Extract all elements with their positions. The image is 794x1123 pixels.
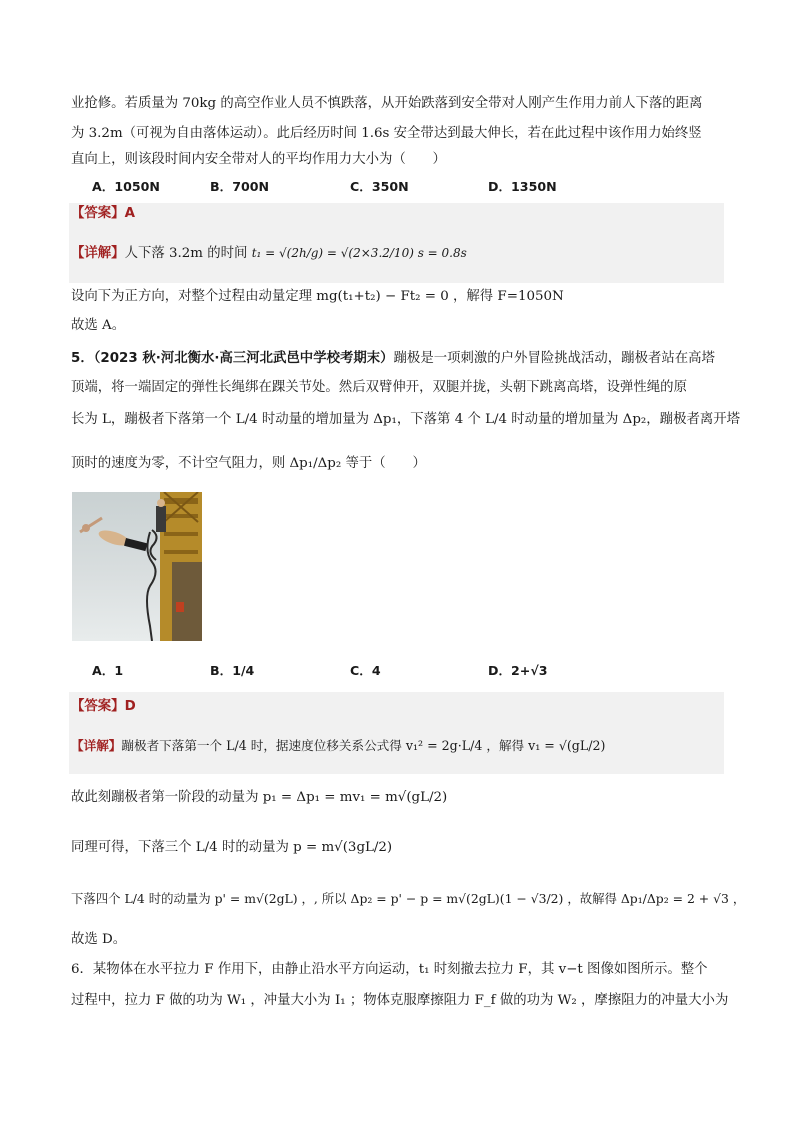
- q5-answer: [71, 697, 136, 717]
- q5-line-1: [71, 349, 715, 369]
- q6-line-2: 过程中，拉力 F 做的功为 W₁ ，冲量大小为 I₁ ；物体克服摩擦阻力 F_f 做的功为 W₂ ，摩擦阻力的冲量大小为: [71, 993, 729, 1008]
- detail-text: 蹦极者下落第一个 L/4 时，据速度位移关系公式得 v₁² = 2g·L/4 ，解得 v₁ = √(gL/2): [121, 738, 606, 753]
- q6-line-1: 6．某物体在水平拉力 F 作用下，由静止沿水平方向运动，t₁ 时刻撤去拉力 F，其 v−t 图像如图所示。整个: [71, 962, 708, 977]
- detail-label: 【详解】: [71, 246, 125, 261]
- q5-detail-2: 故此刻蹦极者第一阶段的动量为 p₁ = Δp₁ = mv₁ = m√(gL/2): [71, 790, 448, 805]
- q4-line-3: 直向上，则该段时间内安全带对人的平均作用力大小为（ ）: [71, 152, 446, 167]
- q4-option-a: A．1050N: [92, 179, 160, 194]
- q5-option-c: C．4: [350, 663, 381, 678]
- detail-label: 【详解】: [71, 738, 122, 753]
- q4-conclusion: 故选 A。: [71, 318, 126, 333]
- q5-number: 5．: [71, 351, 94, 366]
- answer-value: D: [124, 699, 136, 714]
- q5-line-2: 顶端，将一端固定的弹性长绳绑在踝关节处。然后双臂伸开，双腿并拢，头朝下跳离高塔，设弹性绳的原: [71, 380, 687, 395]
- q5-line1-text: 蹦极是一项刺激的户外冒险挑战活动，蹦极者站在高塔: [393, 351, 715, 366]
- q5-source: （2023 秋·河北衡水·高三河北武邑中学校考期末）: [93, 351, 394, 366]
- answer-label: 【答案】: [71, 206, 125, 221]
- q5-option-a: A．1: [92, 663, 124, 678]
- detail-formula: t₁ = √(2h/g) = √(2×3.2/10) s = 0.8s: [251, 246, 467, 260]
- detail-text: 人下落 3.2m 的时间: [124, 246, 248, 261]
- q5-detail-1: [71, 736, 605, 756]
- q4-option-c: C．350N: [350, 179, 409, 194]
- q4-line-2: 为 3.2m（可视为自由落体运动）。此后经历时间 1.6s 安全带达到最大伸长，若在此过程中该作用力始终竖: [71, 126, 702, 141]
- answer-label: 【答案】: [71, 699, 125, 714]
- q5-detail-3: 同理可得，下落三个 L/4 时的动量为 p = m√(3gL/2): [71, 840, 393, 855]
- q5-option-b: B．1/4: [210, 663, 255, 678]
- q4-option-d: D．1350N: [488, 179, 557, 194]
- answer-value: A: [124, 206, 135, 221]
- bungee-illustration: [72, 492, 202, 641]
- q4-answer: [71, 204, 135, 224]
- q5-option-d: D．2+√3: [488, 663, 548, 678]
- q5-conclusion: 故选 D。: [71, 932, 127, 947]
- bungee-photo: [72, 492, 202, 641]
- q5-answer-box: [69, 692, 724, 774]
- q4-detail: [71, 243, 467, 264]
- q5-line-3: 长为 L，蹦极者下落第一个 L/4 时动量的增加量为 Δp₁，下落第 4 个 L/4 时动量的增加量为 Δp₂，蹦极者离开塔: [71, 412, 741, 427]
- q5-line-4: 顶时的速度为零，不计空气阻力，则 Δp₁/Δp₂ 等于（ ）: [71, 456, 426, 471]
- q4-solve-line: 设向下为正方向，对整个过程由动量定理 mg(t₁+t₂) − Ft₂ = 0 ，解得 F=1050N: [71, 289, 564, 304]
- q5-detail-4: 下落四个 L/4 时的动量为 p' = m√(2gL) ，, 所以 Δp₂ = p' − p = m√(2gL)(1 − √3/2) ，故解得 Δp₁/Δp₂ = 2 + √3 ，: [71, 891, 746, 906]
- q4-line-1: 业抢修。若质量为 70kg 的高空作业人员不慎跌落，从开始跌落到安全带对人刚产生作用力前人下落的距离: [71, 96, 703, 111]
- q4-option-b: B．700N: [210, 179, 270, 194]
